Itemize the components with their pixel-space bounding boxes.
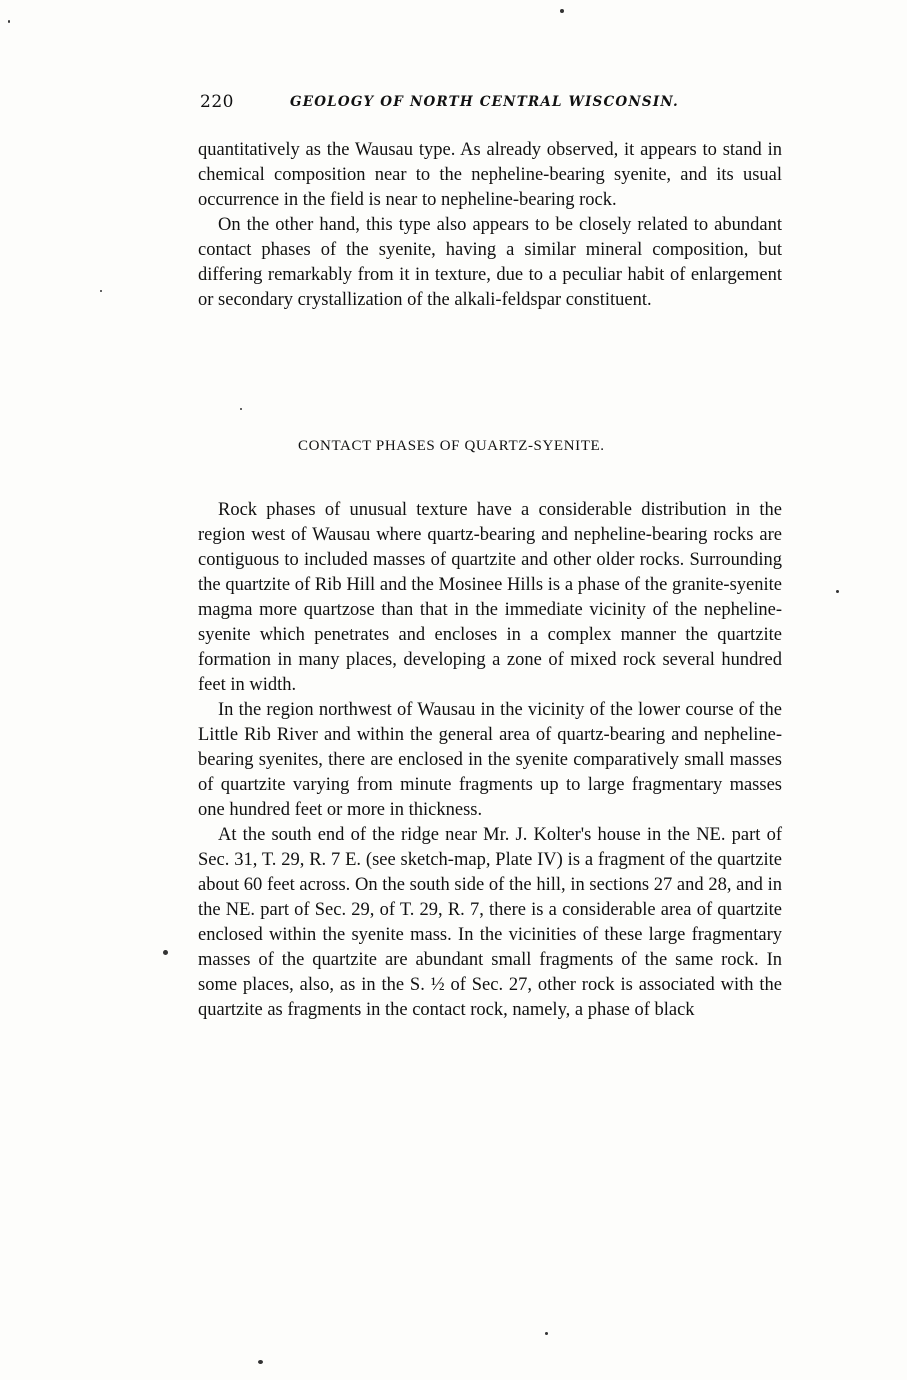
- scan-speck: [560, 9, 564, 13]
- page-number: 220: [200, 92, 234, 112]
- running-title: GEOLOGY OF NORTH CENTRAL WISCONSIN.: [290, 94, 679, 110]
- section-paragraph-1: Rock phases of unusual texture have a considerable distribution in the region west of Wausau where quartz-bearing and nepheline-bearing rocks are contiguous to included masses of quartzite and other older rocks. Surrounding the quartzite of Rib Hill and the Mosinee Hills is a phase of the granite-syenite magma more quartzose than that in the immediate vicinity of the nepheline-syenite which penetrates and encloses in a complex manner the quartzite formation in many places, developing a zone of mixed rock several hundred feet in width.: [198, 500, 782, 695]
- intro-paragraph-1: quantitatively as the Wausau type. As already observed, it appears to stand in chemical composition near to the nepheline-bearing syenite, and its usual occurrence in the field is near to nepheline-bearing rock.: [198, 140, 782, 210]
- intro-paragraph-2: On the other hand, this type also appears to be closely related to abundant contact phases of the syenite, having a similar mineral composition, but differing remarkably from it in texture, due to a peculiar habit of enlargement or secondary crystallization of the alkali-feldspar constituent.: [198, 215, 782, 310]
- scan-speck: [258, 1360, 263, 1364]
- scan-speck: [240, 408, 242, 410]
- intro-text: [198, 138, 782, 313]
- scan-speck: [100, 290, 102, 292]
- section-heading: CONTACT PHASES OF QUARTZ-SYENITE.: [298, 438, 605, 454]
- section-paragraph-3: At the south end of the ridge near Mr. J. Kolter's house in the NE. part of Sec. 31, T. 29, R. 7 E. (see sketch-map, Plate IV) is a fragment of the quartzite about 60 feet across. On the south side of the hill, in sections 27 and 28, and in the NE. part of Sec. 29, of T. 29, R. 7, there is a considerable area of quartzite enclosed within the syenite mass. In the vicinities of these large fragmentary masses of the quartzite are abundant small fragments of the same rock. In some places, also, as in the S. ½ of Sec. 27, other rock is associated with the quartzite as fragments in the contact rock, namely, a phase of black: [198, 825, 782, 1020]
- section-body: [198, 498, 782, 1023]
- section-paragraph-2: In the region northwest of Wausau in the vicinity of the lower course of the Little Rib River and within the general area of quartz-bearing and nepheline-bearing syenites, there are enclosed in the syenite comparatively small masses of quartzite varying from minute fragments up to large fragmentary masses one hundred feet or more in thickness.: [198, 700, 782, 820]
- scan-speck: [163, 950, 168, 955]
- running-head: [200, 92, 790, 116]
- scan-speck: [8, 20, 10, 23]
- scan-speck: [545, 1332, 548, 1335]
- scan-speck: [836, 590, 839, 593]
